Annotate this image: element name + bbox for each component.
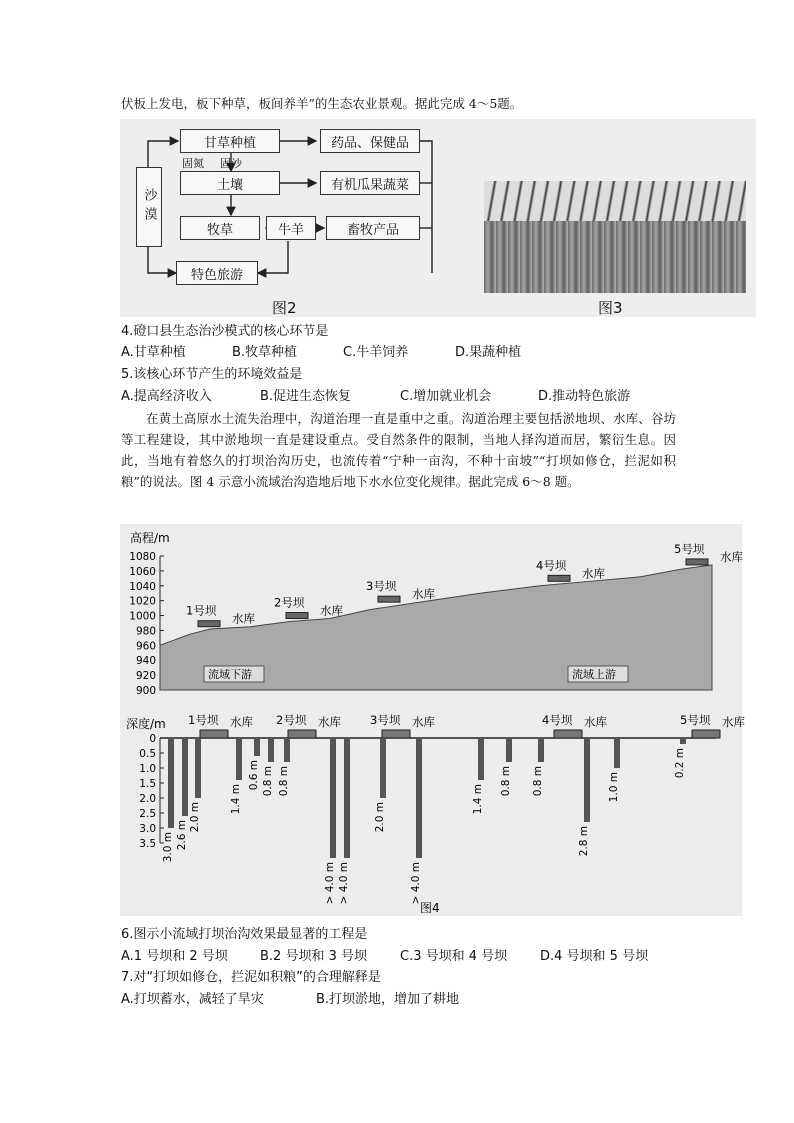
upstream-label: 流域上游	[572, 668, 616, 681]
figure-2-flowchart	[120, 119, 756, 317]
figure-2-caption: 图2	[272, 299, 297, 317]
q6-option-a: A.1 号坝和 2 号坝	[121, 949, 228, 964]
depth-bar	[254, 738, 260, 756]
depth-reservoir-1-label: 水库	[230, 715, 253, 729]
reservoir-4-label: 水库	[582, 566, 605, 581]
tourism-box	[176, 261, 258, 285]
depth-dam-4-label: 4号坝	[542, 713, 573, 727]
dam-2-label: 2号坝	[274, 595, 305, 610]
dam-5-label: 5号坝	[674, 541, 705, 556]
elevation-tick-label: 960	[135, 640, 156, 653]
figure-4-svg	[120, 524, 745, 916]
depth-bar-label: 0.2 m	[674, 748, 686, 779]
figure-4-chart	[120, 524, 745, 916]
depth-bar	[614, 738, 620, 768]
fix-n-label: 固氮	[182, 157, 204, 170]
depth-bar	[380, 738, 386, 798]
elevation-axis-title: 高程/m	[130, 531, 170, 545]
depth-bar-label: 1.4 m	[230, 784, 242, 815]
q5-option-a: A.提高经济收入	[121, 389, 212, 404]
tourism-label: 特色旅游	[190, 267, 243, 283]
depth-dam-1-label: 1号坝	[188, 713, 219, 727]
depth-bar	[195, 738, 201, 798]
depth-bar-label: 2.0 m	[374, 802, 386, 833]
forage-label: 牧草	[206, 222, 233, 238]
soil-label: 土壤	[216, 177, 243, 193]
q4-option-b: B.牧草种植	[232, 345, 298, 360]
depth-bar	[538, 738, 544, 762]
depth-bar	[584, 738, 590, 822]
reservoir-3-label: 水库	[412, 587, 435, 602]
sand-box	[136, 167, 162, 247]
q5-option-b: B.促进生态恢复	[260, 389, 352, 404]
livestock-label: 畜牧产品	[346, 222, 399, 238]
depth-bar-label: > 4.0 m	[410, 862, 422, 905]
dam-3-label: 3号坝	[366, 579, 397, 594]
elevation-tick-label: 1080	[129, 551, 156, 563]
depth-bar-label: 0.8 m	[278, 766, 290, 797]
medicine-label: 药品、保健品	[330, 135, 409, 151]
forage-box	[180, 216, 260, 240]
depth-bar-label: 0.8 m	[500, 766, 512, 797]
depth-bar-label: 2.6 m	[176, 820, 188, 851]
depth-bar-label: 2.0 m	[189, 802, 201, 833]
dam-4-label: 4号坝	[536, 558, 567, 573]
depth-bar	[344, 738, 350, 858]
figure-4-caption: 图4	[420, 901, 440, 915]
depth-bar	[330, 738, 336, 858]
depth-dam-4-marker	[554, 730, 582, 738]
reservoir-1-label: 水库	[232, 611, 255, 626]
depth-bar-label: 0.6 m	[248, 760, 260, 791]
depth-bar	[236, 738, 242, 780]
reservoir-2-label: 水库	[320, 603, 343, 618]
depth-tick-label: 1.0	[139, 763, 156, 775]
elevation-tick-label: 1060	[129, 565, 156, 578]
q4-stem: 4.磴口县生态治沙模式的核心环节是	[121, 324, 329, 339]
depth-tick-label: 3.5	[139, 838, 156, 850]
depth-tick-label: 3.0	[139, 823, 156, 835]
depth-dam-5-marker	[692, 730, 720, 738]
q5-stem: 5.该核心环节产生的环境效益是	[121, 367, 303, 382]
depth-bar	[416, 738, 422, 858]
depth-bar	[506, 738, 512, 762]
q4-option-c: C.牛羊饲养	[343, 345, 409, 360]
depth-bar	[268, 738, 274, 762]
depth-reservoir-5-label: 水库	[722, 715, 745, 729]
figure-3-caption: 图3	[598, 299, 623, 317]
depth-bar	[284, 738, 290, 762]
depth-bar	[182, 738, 188, 816]
depth-reservoir-2-label: 水库	[318, 715, 341, 729]
depth-bar-label: 0.8 m	[532, 766, 544, 797]
depth-dam-3-marker	[382, 730, 410, 738]
depth-bar	[680, 738, 686, 744]
depth-axis-title: 深度/m	[126, 717, 166, 731]
depth-bar	[478, 738, 484, 780]
q4-option-d: D.果蔬种植	[455, 345, 522, 360]
dam-3-marker	[378, 596, 400, 602]
solar-panels-photo	[484, 181, 746, 221]
q4-option-a: A.甘草种植	[121, 345, 186, 360]
soil-box	[180, 171, 280, 195]
depth-bar-label: > 4.0 m	[338, 862, 350, 905]
depth-tick-label: 2.0	[139, 793, 156, 805]
organic-box	[320, 171, 420, 195]
cattle-box	[266, 216, 316, 240]
depth-bar-label: > 4.0 m	[324, 862, 336, 905]
reservoir-5-label: 水库	[720, 549, 743, 564]
elevation-tick-label: 1020	[129, 595, 156, 608]
q6-stem: 6.图示小流域打坝治沟效果最显著的工程是	[121, 927, 368, 942]
medicine-box	[320, 129, 420, 153]
elevation-tick-label: 1040	[129, 580, 156, 593]
fix-sand-label: 固沙	[220, 157, 242, 170]
depth-bar-label: 0.8 m	[262, 766, 274, 797]
licorice-box	[180, 129, 280, 153]
elevation-tick-label: 940	[135, 655, 156, 668]
depth-dam-5-label: 5号坝	[680, 713, 711, 727]
depth-dam-2-label: 2号坝	[276, 713, 307, 727]
elevation-tick-label: 920	[135, 670, 156, 683]
sand-label: 沙漠	[141, 188, 157, 226]
elevation-tick-label: 980	[135, 625, 156, 638]
elevation-tick-label: 1000	[129, 610, 156, 623]
dam-1-label: 1号坝	[186, 603, 217, 618]
depth-bar-label: 1.0 m	[608, 772, 620, 803]
depth-dam-3-label: 3号坝	[370, 713, 401, 727]
q5-option-d: D.推动特色旅游	[538, 389, 631, 404]
q6-option-d: D.4 号坝和 5 号坝	[540, 949, 649, 964]
q5-option-c: C.增加就业机会	[400, 389, 492, 404]
passage-text: 在黄土高原水土流失治理中，沟道治理一直是重中之重。沟道治理主要包括淤地坝、水库、谷坊等工程建设，其中淤地坝一直是建设重点。受自然条件的限制，当地人择沟道而居，繁衍生息。因此，当地有着悠久的打坝治沟历史，也流传着“宁种一亩沟，不种十亩坡”“打坝如修仓，拦泥如积粮”的说法。图 4 示意小流域治沟造地后地下水水位变化规律。据此完成 6～8 题。	[121, 411, 676, 489]
depth-bar-label: 3.0 m	[162, 832, 174, 863]
depth-tick-label: 2.5	[139, 808, 156, 820]
depth-reservoir-3-label: 水库	[412, 715, 435, 729]
q6-option-c: C.3 号坝和 4 号坝	[400, 949, 508, 964]
depth-tick-label: 0	[149, 733, 156, 745]
livestock-box	[326, 216, 420, 240]
cattle-label: 牛羊	[277, 222, 304, 238]
elevation-tick-label: 900	[135, 685, 156, 697]
q6-option-b: B.2 号坝和 3 号坝	[260, 949, 367, 964]
dam-2-marker	[286, 613, 308, 619]
q7-option-a: A.打坝蓄水，减轻了旱灾	[121, 992, 264, 1007]
depth-bar-label: 1.4 m	[472, 784, 484, 815]
depth-tick-label: 0.5	[139, 748, 156, 760]
downstream-label: 流域下游	[208, 668, 252, 681]
depth-bar	[168, 738, 174, 828]
dam-5-marker	[686, 559, 708, 565]
dam-1-marker	[198, 621, 220, 627]
depth-dam-2-marker	[288, 730, 316, 738]
dam-4-marker	[548, 575, 570, 581]
q7-stem: 7.对“打坝如修仓，拦泥如积粮”的合理解释是	[121, 970, 381, 985]
q7-option-b: B.打坝淤地，增加了耕地	[316, 992, 460, 1007]
organic-label: 有机瓜果蔬菜	[330, 177, 409, 193]
depth-reservoir-4-label: 水库	[584, 715, 607, 729]
depth-tick-label: 1.5	[139, 778, 156, 790]
depth-bar-label: 2.8 m	[578, 826, 590, 857]
depth-dam-1-marker	[200, 730, 228, 738]
licorice-label: 甘草种植	[203, 135, 256, 151]
intro-text: 伏板上发电，板下种草，板间养羊”的生态农业景观。据此完成 4～5题。	[121, 96, 523, 111]
